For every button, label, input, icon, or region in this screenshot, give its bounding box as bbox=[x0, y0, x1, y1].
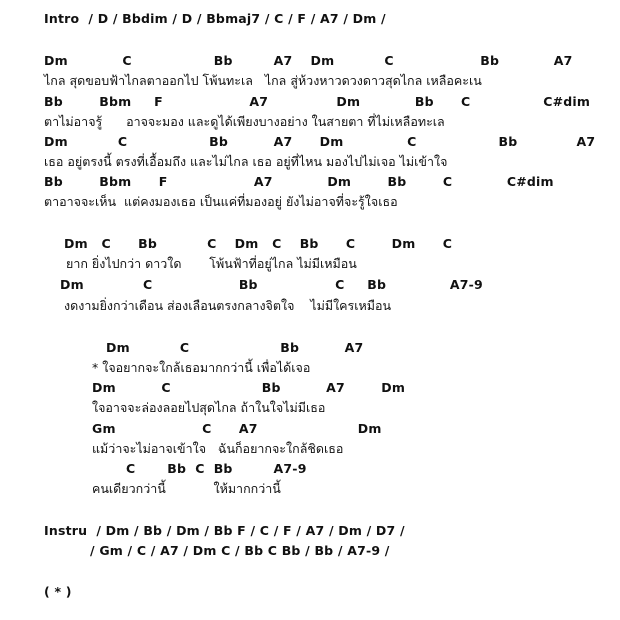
verse1-chords-4: Bb Bbm F A7 Dm Bb C C#dim bbox=[44, 174, 554, 189]
bridge-lyric-3: แม้ว่าจะไม่อาจเข้าใจ ฉันก็อยากจะใกล้ชิดเธอ bbox=[92, 441, 344, 456]
verse1-lyric-1: ไกล สุดขอบฟ้าไกลตาออกไป โพ้นทะเล ไกล สู่ห้วงหาวดวงดาวสุดไกล เหลือคะเน bbox=[44, 73, 482, 88]
verse1-lyric-3: เธอ อยู่ตรงนี้ ตรงที่เอื้อมถึง และไม่ไกล เธอ อยู่ที่ไหน มองไปไม่เจอ ไม่เข้าใจ bbox=[44, 154, 448, 169]
bridge-chords-1: Dm C Bb A7 bbox=[106, 340, 364, 355]
bridge-chords-4: C Bb C Bb A7-9 bbox=[126, 461, 307, 476]
bridge-lyric-1: * ใจอยากจะใกล้เธอมากกว่านี้ เพื่อได้เจอ bbox=[92, 360, 311, 375]
verse1-chords-1: Dm C Bb A7 Dm C Bb A7 bbox=[44, 53, 573, 68]
instru-line-1: Instru / Dm / Bb / Dm / Bb F / C / F / A7 / Dm / D7 / bbox=[44, 523, 405, 538]
chorus-lyric-2: งดงามยิ่งกว่าเดือน ส่องเลือนตรงกลางจิตใจ ไม่มีใครเหมือน bbox=[64, 298, 392, 313]
verse1-lyric-2: ตาไม่อาจรู้ อาจจะมอง และดูได้เพียงบางอย่าง ในสายตา ที่ไม่เหลือทะเล bbox=[44, 114, 445, 129]
bridge-chords-3: Gm C A7 Dm bbox=[92, 421, 382, 436]
chorus-lyric-1: ยาก ยิ่งไปกว่า ดาวใด โพ้นฟ้าที่อยู่ไกล ไม่มีเหมือน bbox=[66, 256, 357, 271]
verse1-lyric-4: ตาอาจจะเห็น แต่คงมองเธอ เป็นแค่ที่มองอยู่ ยังไม่อาจที่จะรู้ใจเธอ bbox=[44, 194, 398, 209]
intro-line: Intro / D / Bbdim / D / Bbmaj7 / C / F / A7 / Dm / bbox=[44, 11, 386, 26]
instru-line-2: / Gm / C / A7 / Dm C / Bb C Bb / Bb / A7-9 / bbox=[90, 543, 390, 558]
verse1-chords-2: Bb Bbm F A7 Dm Bb C C#dim bbox=[44, 94, 591, 109]
chorus-chords-2: Dm C Bb C Bb A7-9 bbox=[60, 277, 483, 292]
bridge-chords-2: Dm C Bb A7 Dm bbox=[92, 380, 406, 395]
chorus-chords-1: Dm C Bb C Dm C Bb C Dm C bbox=[64, 236, 453, 251]
bridge-lyric-2: ใจอาจจะล่องลอยไปสุดไกล ถ้าในใจไม่มีเธอ bbox=[92, 400, 326, 415]
repeat-mark: ( * ) bbox=[44, 584, 72, 599]
bridge-lyric-4: คนเดียวกว่านี้ ให้มากกว่านี้ bbox=[92, 481, 281, 496]
verse1-chords-3: Dm C Bb A7 Dm C Bb A7 bbox=[44, 134, 596, 149]
